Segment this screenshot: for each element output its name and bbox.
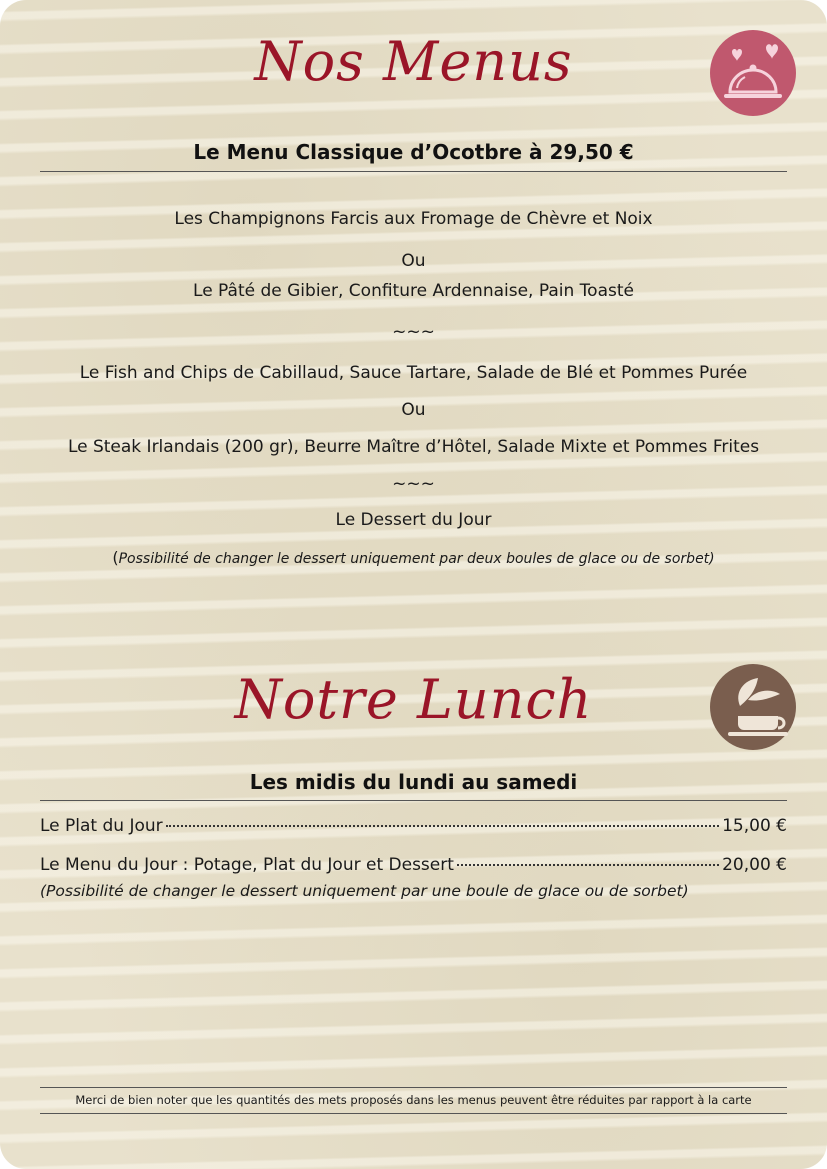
dot-leader: [457, 864, 719, 866]
menu-classique-heading: Le Menu Classique d’Ocotbre à 29,50 €: [193, 140, 634, 164]
footer-divider-bottom: [40, 1113, 787, 1114]
dot-leader: [166, 825, 719, 827]
or-separator: Ou: [401, 251, 426, 271]
lunch-item-price: 20,00 €: [722, 855, 787, 875]
lunch-heading: Les midis du lundi au samedi: [249, 770, 578, 794]
main-option-2: Le Steak Irlandais (200 gr), Beurre Maître d’Hôtel, Salade Mixte et Pommes Frites: [67, 437, 760, 457]
menus-title: Nos Menus: [254, 30, 573, 93]
lunch-item-menu-du-jour: [40, 855, 787, 875]
lunch-plate-icon: [710, 664, 796, 750]
starter-option-2: Le Pâté de Gibier, Confiture Ardennaise, Pain Toasté: [193, 281, 634, 301]
lunch-title: Notre Lunch: [234, 668, 593, 731]
starter-option-1: Les Champignons Farcis aux Fromage de Chèvre et Noix: [174, 209, 653, 229]
divider: [40, 800, 787, 801]
divider: [40, 171, 787, 172]
lunch-item-price: 15,00 €: [722, 816, 787, 836]
dessert-item: Le Dessert du Jour: [335, 510, 492, 530]
main-option-1: Le Fish and Chips de Cabillaud, Sauce Tartare, Salade de Blé et Pommes Purée: [79, 363, 748, 383]
dessert-note: [40, 548, 787, 567]
dessert-note-text: Possibilité de changer le dessert uniquement par deux boules de glace ou de sorbet): [118, 551, 715, 567]
course-separator: ~~~: [392, 474, 435, 494]
cloche-hearts-icon: [710, 30, 796, 116]
course-separator: ~~~: [392, 322, 435, 342]
lunch-item-plat-du-jour: [40, 816, 787, 836]
lunch-item-label: Le Menu du Jour : Potage, Plat du Jour et Dessert: [40, 855, 454, 875]
footer-note: Merci de bien noter que les quantités des mets proposés dans les menus peuvent être réduites par rapport à la carte: [75, 1093, 752, 1107]
note-open-paren: (: [112, 548, 119, 567]
footer-divider-top: [40, 1087, 787, 1088]
lunch-item-label: Le Plat du Jour: [40, 816, 163, 836]
or-separator: Ou: [401, 400, 426, 420]
lunch-note: (Possibilité de changer le dessert uniquement par une boule de glace ou de sorbet): [40, 882, 689, 900]
